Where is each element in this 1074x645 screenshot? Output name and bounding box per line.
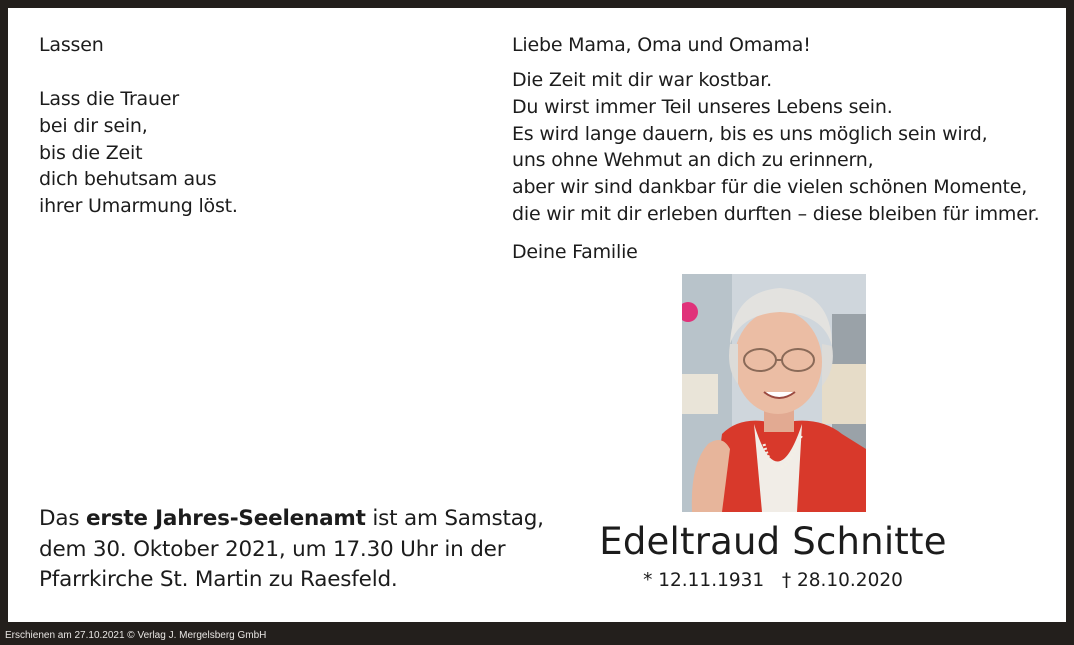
obituary-card xyxy=(8,8,1066,622)
poem-line: bei dir sein, xyxy=(39,114,148,137)
poem-line: bis die Zeit xyxy=(39,141,143,164)
portrait-photo xyxy=(682,274,866,512)
greeting: Liebe Mama, Oma und Omama! xyxy=(512,34,811,56)
deceased-name: Edeltraud Schnitte xyxy=(599,520,947,563)
message-line: aber wir sind dankbar für die vielen schönen Momente, xyxy=(512,176,1028,199)
death-date: † 28.10.2020 xyxy=(781,570,903,591)
message-line: uns ohne Wehmut an dich zu erinnern, xyxy=(512,149,874,172)
poem-heading: Lassen xyxy=(39,34,104,56)
memorial-service-notice xyxy=(39,504,544,596)
publication-credit: Erschienen am 27.10.2021 © Verlag J. Mergelsberg GmbH xyxy=(5,630,267,641)
birth-date: * 12.11.1931 xyxy=(643,570,765,591)
notice-line: dem 30. Oktober 2021, um 17.30 Uhr in der xyxy=(39,536,506,562)
message-line: Die Zeit mit dir war kostbar. xyxy=(512,69,772,91)
life-dates xyxy=(548,570,998,591)
poem-line: Lass die Trauer xyxy=(39,88,179,110)
notice-pre: Das xyxy=(39,506,86,531)
poem-line: ihrer Umarmung löst. xyxy=(39,195,238,218)
poem-line: dich behutsam aus xyxy=(39,168,217,191)
message-line: Du wirst immer Teil unseres Lebens sein. xyxy=(512,95,893,118)
family-message xyxy=(512,67,1039,228)
notice-post: ist am Samstag, xyxy=(365,506,544,531)
signature: Deine Familie xyxy=(512,241,638,263)
message-line: die wir mit dir erleben durften – diese bleiben für immer. xyxy=(512,202,1040,225)
notice-highlight: erste Jahres-Seelenamt xyxy=(85,506,366,531)
message-line: Es wird lange dauern, bis es uns möglich sein wird, xyxy=(512,122,988,145)
notice-line: Pfarrkirche St. Martin zu Raesfeld. xyxy=(39,567,398,592)
poem xyxy=(39,86,238,220)
